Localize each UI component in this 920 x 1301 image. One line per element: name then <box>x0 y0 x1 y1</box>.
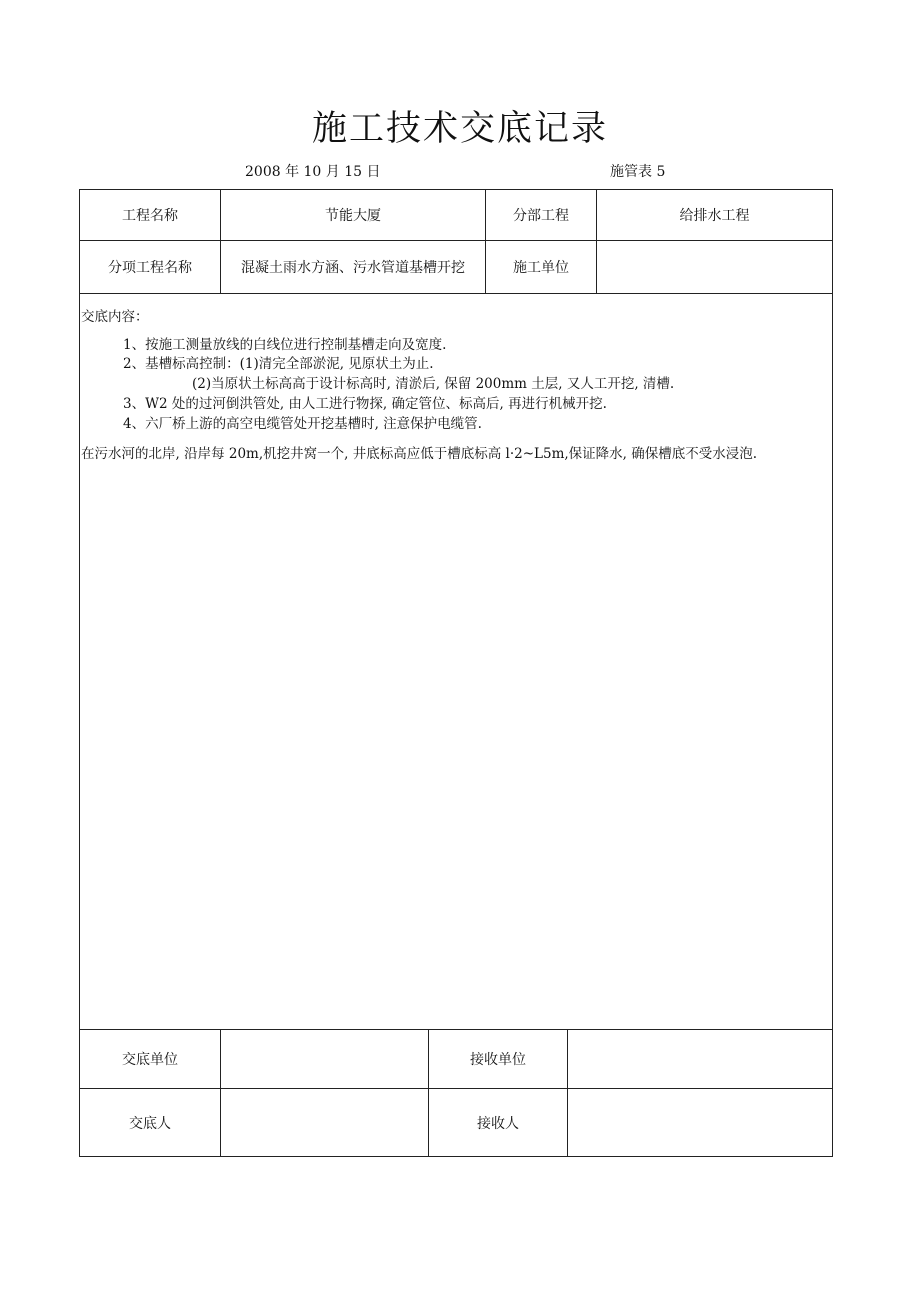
issuing-unit-value <box>221 1030 429 1089</box>
content-line-6: 在污水河的北岸, 沿岸每 20m,机挖井窝一个, 井底标高应低于槽底标高 l·2~L5m,保证降水, 确保槽底不受水浸泡. <box>81 446 758 462</box>
content-line-5: 4、六厂桥上游的高空电缆管处开挖基槽时, 注意保护电缆管. <box>123 416 482 432</box>
receiving-unit-label: 接收单位 <box>429 1030 568 1089</box>
form-code: 施管表 5 <box>610 164 666 180</box>
receiver-value <box>568 1089 832 1156</box>
contractor-value <box>597 241 832 294</box>
receiver-label: 接收人 <box>429 1089 568 1156</box>
project-name-label: 工程名称 <box>80 190 221 241</box>
receiving-unit-value <box>568 1030 832 1089</box>
record-date: 2008 年 10 月 15 日 <box>245 164 381 180</box>
subitem-value: 混凝土雨水方涵、污水管道基槽开挖 <box>221 241 486 294</box>
project-name-value: 节能大厦 <box>221 190 486 241</box>
content-heading: 交底内容： <box>81 309 149 325</box>
content-line-2: 2、基槽标高控制：(1)清完全部淤泥, 见原状土为止. <box>123 356 434 372</box>
content-line-1: 1、按施工测量放线的白线位进行控制基槽走向及宽度. <box>123 337 447 353</box>
issuing-unit-label: 交底单位 <box>80 1030 221 1089</box>
division-value: 给排水工程 <box>597 190 832 241</box>
document-title: 施工技术交底记录 <box>311 109 608 149</box>
issuer-label: 交底人 <box>80 1089 221 1156</box>
briefing-content <box>80 294 832 1030</box>
issuer-value <box>221 1089 429 1156</box>
subitem-label: 分项工程名称 <box>80 241 221 294</box>
content-line-3: (2)当原状土标高高于设计标高时, 清淤后, 保留 200mm 土层, 又人工开挖, 清槽. <box>192 376 675 392</box>
division-label: 分部工程 <box>486 190 597 241</box>
content-line-4: 3、W2 处的过河倒洪管处, 由人工进行物探, 确定管位、标高后, 再进行机械开挖. <box>123 396 607 412</box>
contractor-label: 施工单位 <box>486 241 597 294</box>
record-table <box>79 189 833 1157</box>
